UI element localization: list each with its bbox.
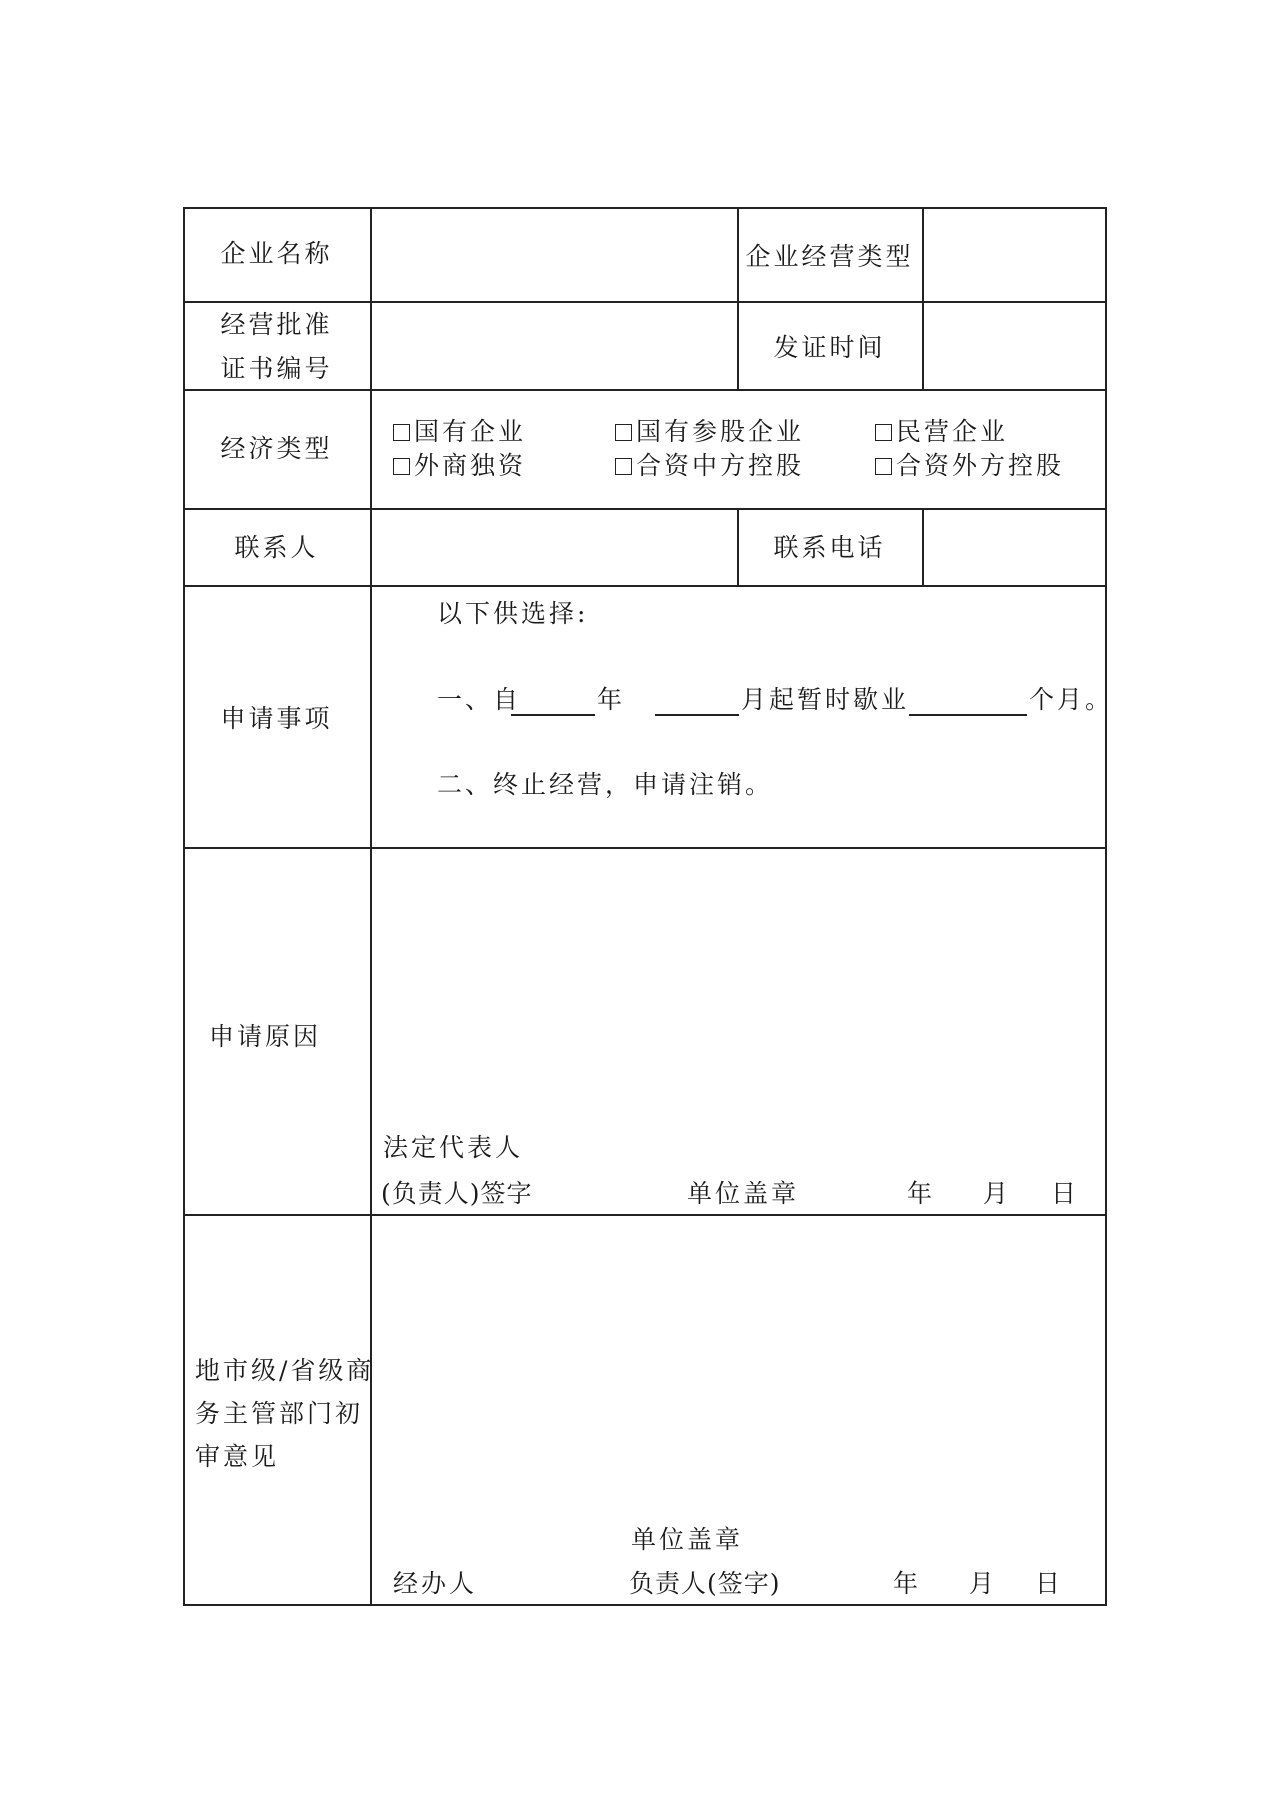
- row-divider: [183, 585, 1107, 587]
- date-month-label: 月: [969, 1569, 998, 1598]
- checkbox-icon[interactable]: [393, 424, 410, 441]
- date-year-label: 年: [893, 1569, 922, 1598]
- column-divider: [922, 207, 924, 389]
- application-matter-label: 申请事项: [220, 704, 333, 733]
- contact-person-label: 联系人: [234, 533, 319, 562]
- checkbox-icon[interactable]: [393, 458, 410, 475]
- handler-label: 经办人: [393, 1569, 478, 1598]
- approval-cert-number-field[interactable]: [375, 307, 733, 385]
- date-day-label: 日: [1051, 1179, 1080, 1208]
- table-border-left: [183, 207, 185, 1605]
- suspend-option-suffix: 个月。: [1029, 685, 1114, 714]
- selection-intro: 以下供选择:: [437, 599, 589, 628]
- issue-date-field[interactable]: [927, 307, 1101, 385]
- label-column-divider: [370, 207, 372, 1605]
- checkbox-icon[interactable]: [875, 424, 892, 441]
- checkbox-icon[interactable]: [875, 458, 892, 475]
- option-label: 合资外方控股: [896, 451, 1065, 480]
- application-form-table: [183, 207, 1114, 1605]
- start-month-blank[interactable]: [655, 714, 739, 716]
- unit-seal-label: 单位盖章: [687, 1179, 800, 1208]
- checkbox-icon[interactable]: [615, 424, 632, 441]
- suspend-option-prefix: 一、自: [437, 685, 522, 714]
- column-divider: [922, 508, 924, 585]
- contact-phone-field[interactable]: [927, 513, 1101, 581]
- suspend-option-month: 月起暂时歇业: [741, 685, 910, 714]
- date-day-label: 日: [1035, 1569, 1064, 1598]
- option-label: 国有参股企业: [636, 417, 805, 446]
- option-jv-foreign-controlled[interactable]: [875, 451, 1064, 481]
- approval-cert-label-line2: 证书编号: [220, 354, 333, 383]
- row-divider: [183, 508, 1107, 510]
- terminate-option: 二、终止经营，申请注销。: [437, 770, 774, 799]
- economy-type-label: 经济类型: [220, 434, 333, 463]
- authority-opinion-label-line2: 务主管部门初: [195, 1399, 364, 1428]
- table-border-top: [183, 207, 1107, 209]
- contact-person-field[interactable]: [375, 513, 733, 581]
- approval-cert-label-line1: 经营批准: [220, 310, 333, 339]
- enterprise-name-label: 企业名称: [220, 239, 333, 268]
- suspend-option-year: 年: [597, 685, 626, 714]
- head-signature-label: 负责人(签字): [629, 1569, 781, 1598]
- legal-representative-label: 法定代表人: [383, 1133, 524, 1162]
- authority-opinion-label-line3: 审意见: [195, 1442, 280, 1471]
- responsible-signature-label: (负责人)签字: [381, 1179, 533, 1208]
- option-private[interactable]: [875, 417, 1008, 447]
- authority-seal-label: 单位盖章: [631, 1525, 744, 1554]
- option-label: 合资中方控股: [636, 451, 805, 480]
- option-label: 外商独资: [414, 451, 527, 480]
- application-reason-label: 申请原因: [209, 1022, 322, 1051]
- start-year-blank[interactable]: [511, 714, 595, 716]
- option-label: 民营企业: [896, 417, 1009, 446]
- enterprise-name-field[interactable]: [375, 217, 733, 295]
- row-divider: [183, 389, 1107, 391]
- date-year-label: 年: [907, 1179, 936, 1208]
- option-state-owned[interactable]: [393, 417, 526, 447]
- row-divider: [183, 847, 1107, 849]
- row-divider: [183, 301, 1107, 303]
- checkbox-icon[interactable]: [615, 458, 632, 475]
- option-jv-chinese-controlled[interactable]: [615, 451, 804, 481]
- duration-blank[interactable]: [909, 714, 1027, 716]
- option-foreign-owned[interactable]: [393, 451, 526, 481]
- opinion-text-area[interactable]: [375, 1220, 1101, 1510]
- business-type-label: 企业经营类型: [745, 242, 914, 271]
- option-label: 国有企业: [414, 417, 527, 446]
- table-border-right: [1105, 207, 1107, 1605]
- table-border-bottom: [183, 1604, 1107, 1606]
- contact-phone-label: 联系电话: [773, 533, 886, 562]
- authority-opinion-label-line1: 地市级/省级商: [195, 1356, 375, 1385]
- date-month-label: 月: [983, 1179, 1012, 1208]
- issue-date-label: 发证时间: [773, 333, 886, 362]
- option-state-participation[interactable]: [615, 417, 804, 447]
- business-type-field[interactable]: [927, 217, 1101, 295]
